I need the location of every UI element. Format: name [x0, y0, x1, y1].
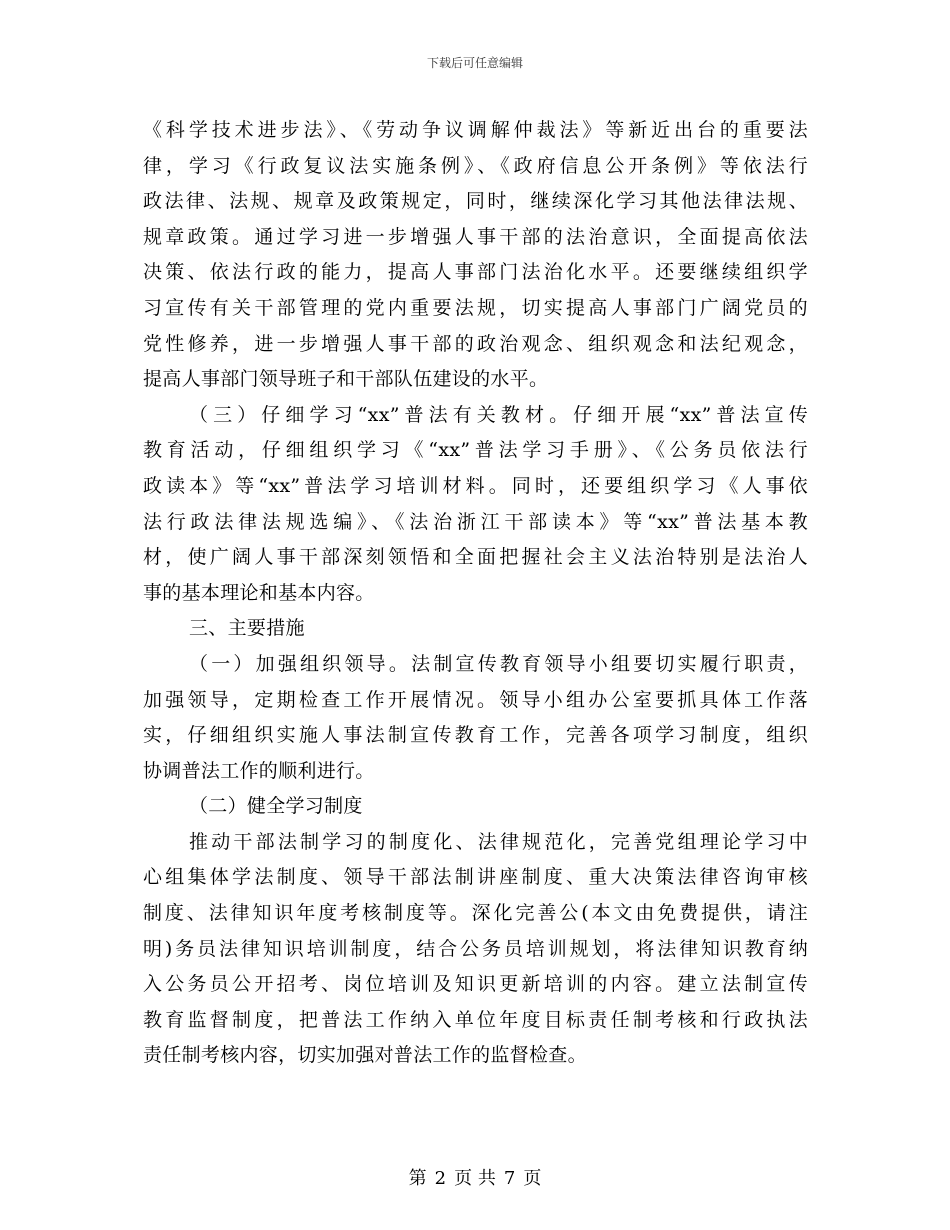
footer-prefix: 第 [408, 1168, 427, 1189]
text-line: 加强领导，定期检查工作开展情况。领导小组办公室要抓具体工作落 [143, 688, 808, 711]
text-line: 推动干部法制学习的制度化、法律规范化，完善党组理论学习中 [189, 830, 808, 853]
text-line: （二）健全学习制度 [189, 795, 363, 818]
text-line: 规章政策。通过学习进一步增强人事干部的法治意识，全面提高依法 [143, 225, 808, 248]
text-line: 政法律、法规、规章及政策规定，同时，继续深化学习其他法律法规、 [143, 190, 808, 213]
text-line: 党性修养，进一步增强人事干部的政治观念、组织观念和法纪观念， [143, 332, 808, 355]
footer-middle: 页 共 [454, 1168, 496, 1189]
text-line: 法行政法律法规选编》、《法治浙江干部读本》等“xx”普法基本教 [143, 510, 808, 533]
text-line: 提高人事部门领导班子和干部队伍建设的水平。 [143, 368, 549, 391]
document-body [143, 113, 808, 1074]
text-line: 教育活动，仔细组织学习《“xx”普法学习手册》、《公务员依法行 [143, 439, 808, 462]
text-line: 材，使广阔人事干部深刻领悟和全面把握社会主义法治特别是法治人 [143, 546, 808, 569]
text-line: 事的基本理论和基本内容。 [143, 581, 375, 604]
text-line: 制度、法律知识年度考核制度等。深化完善公(本文由免费提供，请注 [143, 902, 808, 925]
footer-suffix: 页 [523, 1168, 542, 1189]
text-line: 教育监督制度，把普法工作纳入单位年度目标责任制考核和行政执法 [143, 1008, 808, 1031]
page-footer [0, 1164, 950, 1190]
text-line: 三、主要措施 [189, 617, 305, 640]
text-line: 政读本》等“xx”普法学习培训材料。同时，还要组织学习《人事依 [143, 474, 808, 497]
footer-total-pages: 7 [503, 1168, 516, 1189]
text-line: 实，仔细组织实施人事法制宣传教育工作，完善各项学习制度，组织 [143, 724, 808, 747]
page-header-note: 下载后可任意编辑 [426, 56, 523, 70]
text-line: 律，学习《行政复议法实施条例》、《政府信息公开条例》等依法行 [143, 154, 808, 177]
text-line: 《科学技术进步法》、《劳动争议调解仲裁法》等新近出台的重要法 [143, 119, 808, 141]
text-line: 协调普法工作的顺利进行。 [143, 759, 375, 782]
text-line: 决策、依法行政的能力，提高人事部门法治化水平。还要继续组织学 [143, 261, 808, 284]
footer-current-page: 2 [434, 1168, 447, 1189]
text-line: 责任制考核内容，切实加强对普法工作的监督检查。 [143, 1044, 587, 1067]
text-line: （一）加强组织领导。法制宣传教育领导小组要切实履行职责， [189, 652, 808, 675]
text-line: 心组集体学法制度、领导干部法制讲座制度、重大决策法律咨询审核 [143, 866, 808, 889]
text-line: 入公务员公开招考、岗位培训及知识更新培训的内容。建立法制宣传 [143, 973, 808, 996]
text-line: （三）仔细学习“xx”普法有关教材。仔细开展“xx”普法宣传 [189, 403, 808, 426]
text-line: 明)务员法律知识培训制度，结合公务员培训规划，将法律知识教育纳 [143, 937, 808, 960]
text-line: 习宣传有关干部管理的党内重要法规，切实提高人事部门广阔党员的 [143, 296, 808, 319]
